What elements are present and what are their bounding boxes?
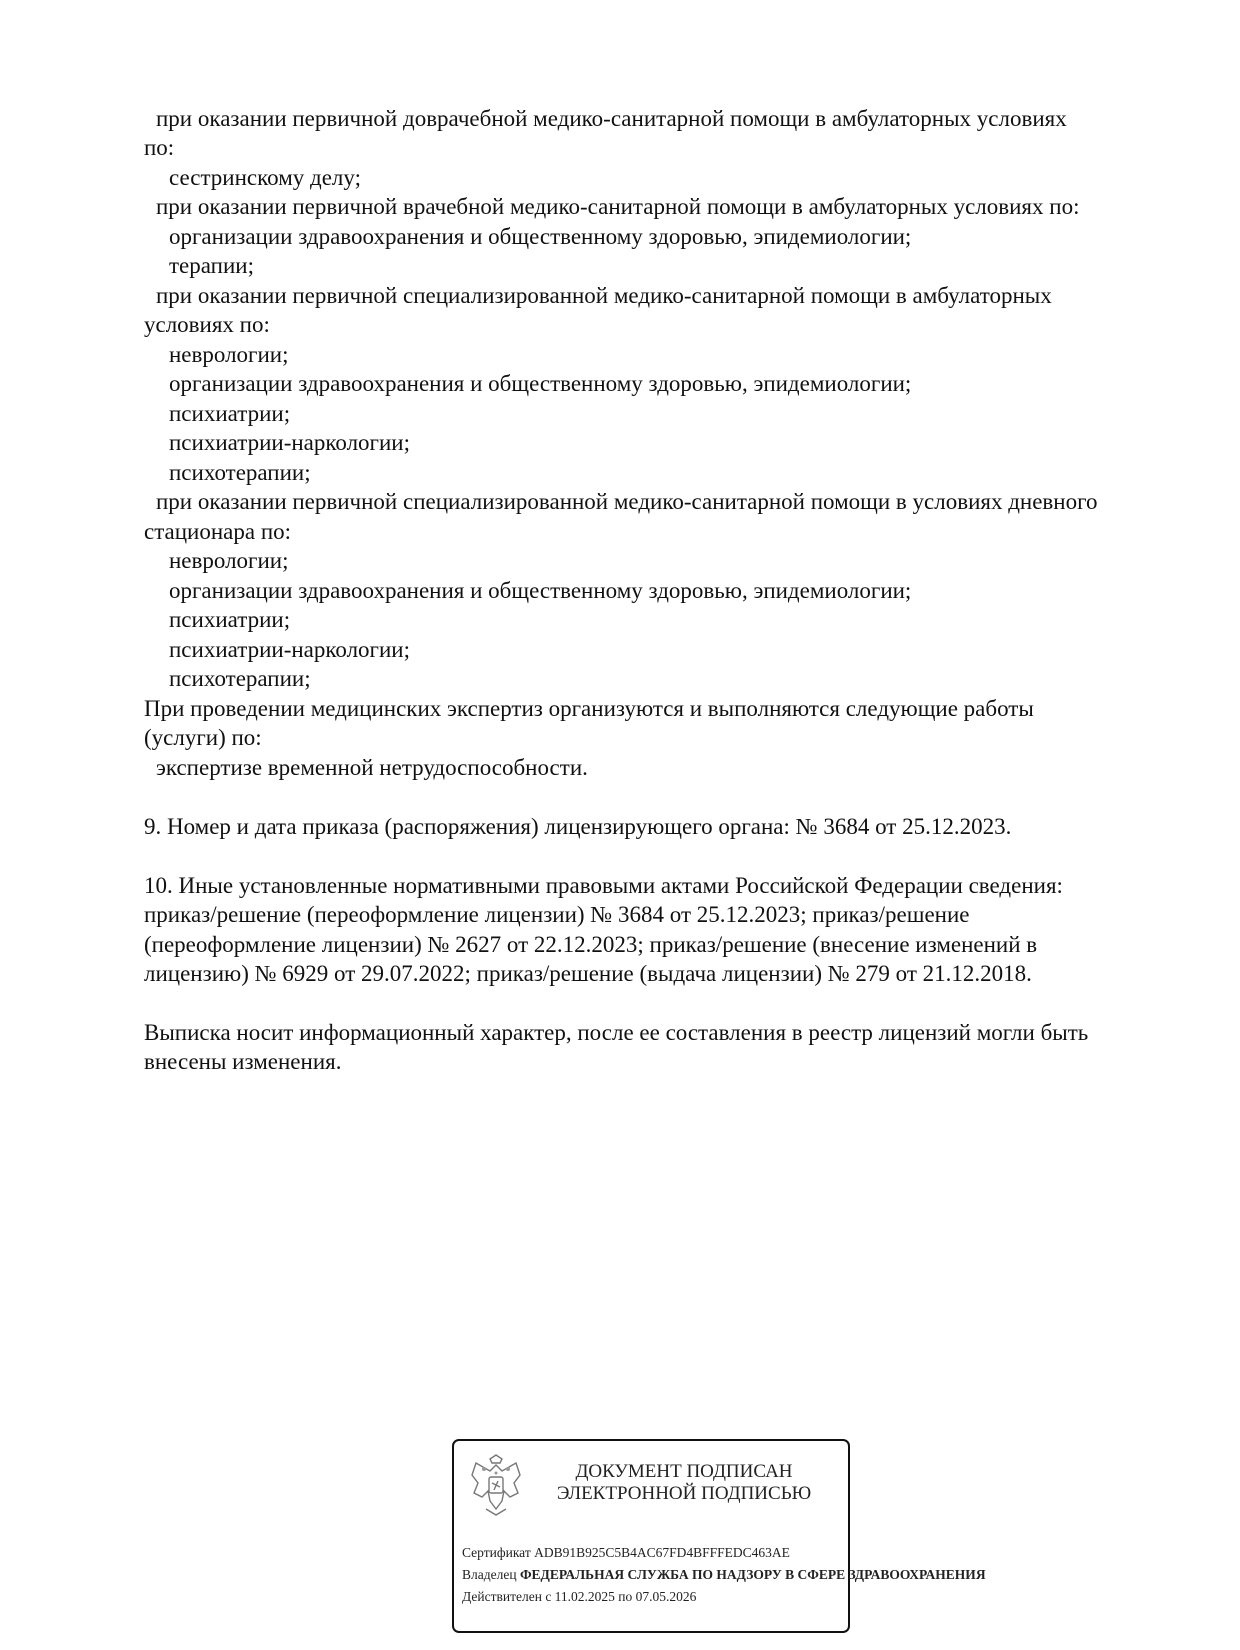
certificate-value: ADB91B925C5B4AC67FD4BFFFEDC463AE — [534, 1545, 790, 1560]
owner-value: ФЕДЕРАЛЬНАЯ СЛУЖБА ПО НАДЗОРУ В СФЕРЕ ЗДРАВООХРАНЕНИЯ — [519, 1567, 986, 1582]
section-9: 9. Номер и дата приказа (распоряжения) лицензирующего органа: № 3684 от 25.12.2023. — [144, 814, 1012, 839]
text-line: психотерапии; — [169, 666, 311, 691]
text-line: внесены изменения. — [144, 1049, 342, 1074]
disclaimer: Выписка носит информационный характер, после ее составления в реестр лицензий могли быть — [144, 1020, 1089, 1045]
stamp-title: ЭЛЕКТРОННОЙ ПОДПИСЬЮ — [556, 1483, 812, 1504]
electronic-signature-stamp — [452, 1439, 986, 1633]
text-line: при оказании первичной специализированной медико-санитарной помощи в амбулаторных — [156, 283, 1052, 308]
text-line: сестринскому делу; — [169, 165, 361, 190]
text-line: при оказании первичной врачебной медико-санитарной помощи в амбулаторных условиях по: — [156, 194, 1080, 219]
text-line: неврологии; — [169, 342, 289, 367]
validity-row — [462, 1589, 696, 1605]
text-line: психиатрии-наркологии; — [169, 637, 410, 662]
text-line: экспертизе временной нетрудоспособности. — [156, 755, 588, 780]
validity-value: с 11.02.2025 по 07.05.2026 — [545, 1589, 697, 1604]
owner-row — [462, 1567, 986, 1583]
owner-label: Владелец — [462, 1567, 517, 1582]
stamp-title: ДОКУМЕНТ ПОДПИСАН — [575, 1461, 793, 1482]
text-line: При проведении медицинских экспертиз организуются и выполняются следующие работы — [144, 696, 1034, 721]
section-10-heading: 10. Иные установленные нормативными правовыми актами Российской Федерации сведения: — [144, 873, 1063, 898]
text-line: приказ/решение (переоформление лицензии) № 3684 от 25.12.2023; приказ/решение — [144, 902, 970, 927]
text-line: психотерапии; — [169, 460, 311, 485]
text-line: условиях по: — [144, 312, 270, 337]
certificate-label: Сертификат — [462, 1545, 531, 1560]
text-line: стационара по: — [144, 519, 292, 544]
validity-label: Действителен — [462, 1589, 542, 1604]
text-line: психиатрии; — [169, 401, 291, 426]
text-line: организации здравоохранения и общественному здоровью, эпидемиологии; — [169, 224, 912, 249]
coat-of-arms-icon — [468, 1453, 524, 1519]
text-line: при оказании первичной специализированной медико-санитарной помощи в условиях дневного — [156, 489, 1098, 514]
text-line: терапии; — [169, 253, 254, 278]
text-line: неврологии; — [169, 548, 289, 573]
text-line: по: — [144, 135, 175, 160]
text-line: организации здравоохранения и общественному здоровью, эпидемиологии; — [169, 578, 912, 603]
text-line: (переоформление лицензии) № 2627 от 22.12.2023; приказ/решение (внесение изменений в — [144, 932, 1038, 957]
text-line: при оказании первичной доврачебной медико-санитарной помощи в амбулаторных условиях — [156, 106, 1067, 131]
text-line: лицензию) № 6929 от 29.07.2022; приказ/решение (выдача лицензии) № 279 от 21.12.2018. — [144, 961, 1032, 986]
text-line: (услуги) по: — [144, 725, 262, 750]
text-line: психиатрии; — [169, 607, 291, 632]
text-line: организации здравоохранения и общественному здоровью, эпидемиологии; — [169, 371, 912, 396]
text-line: психиатрии-наркологии; — [169, 430, 410, 455]
certificate-row — [462, 1545, 790, 1561]
